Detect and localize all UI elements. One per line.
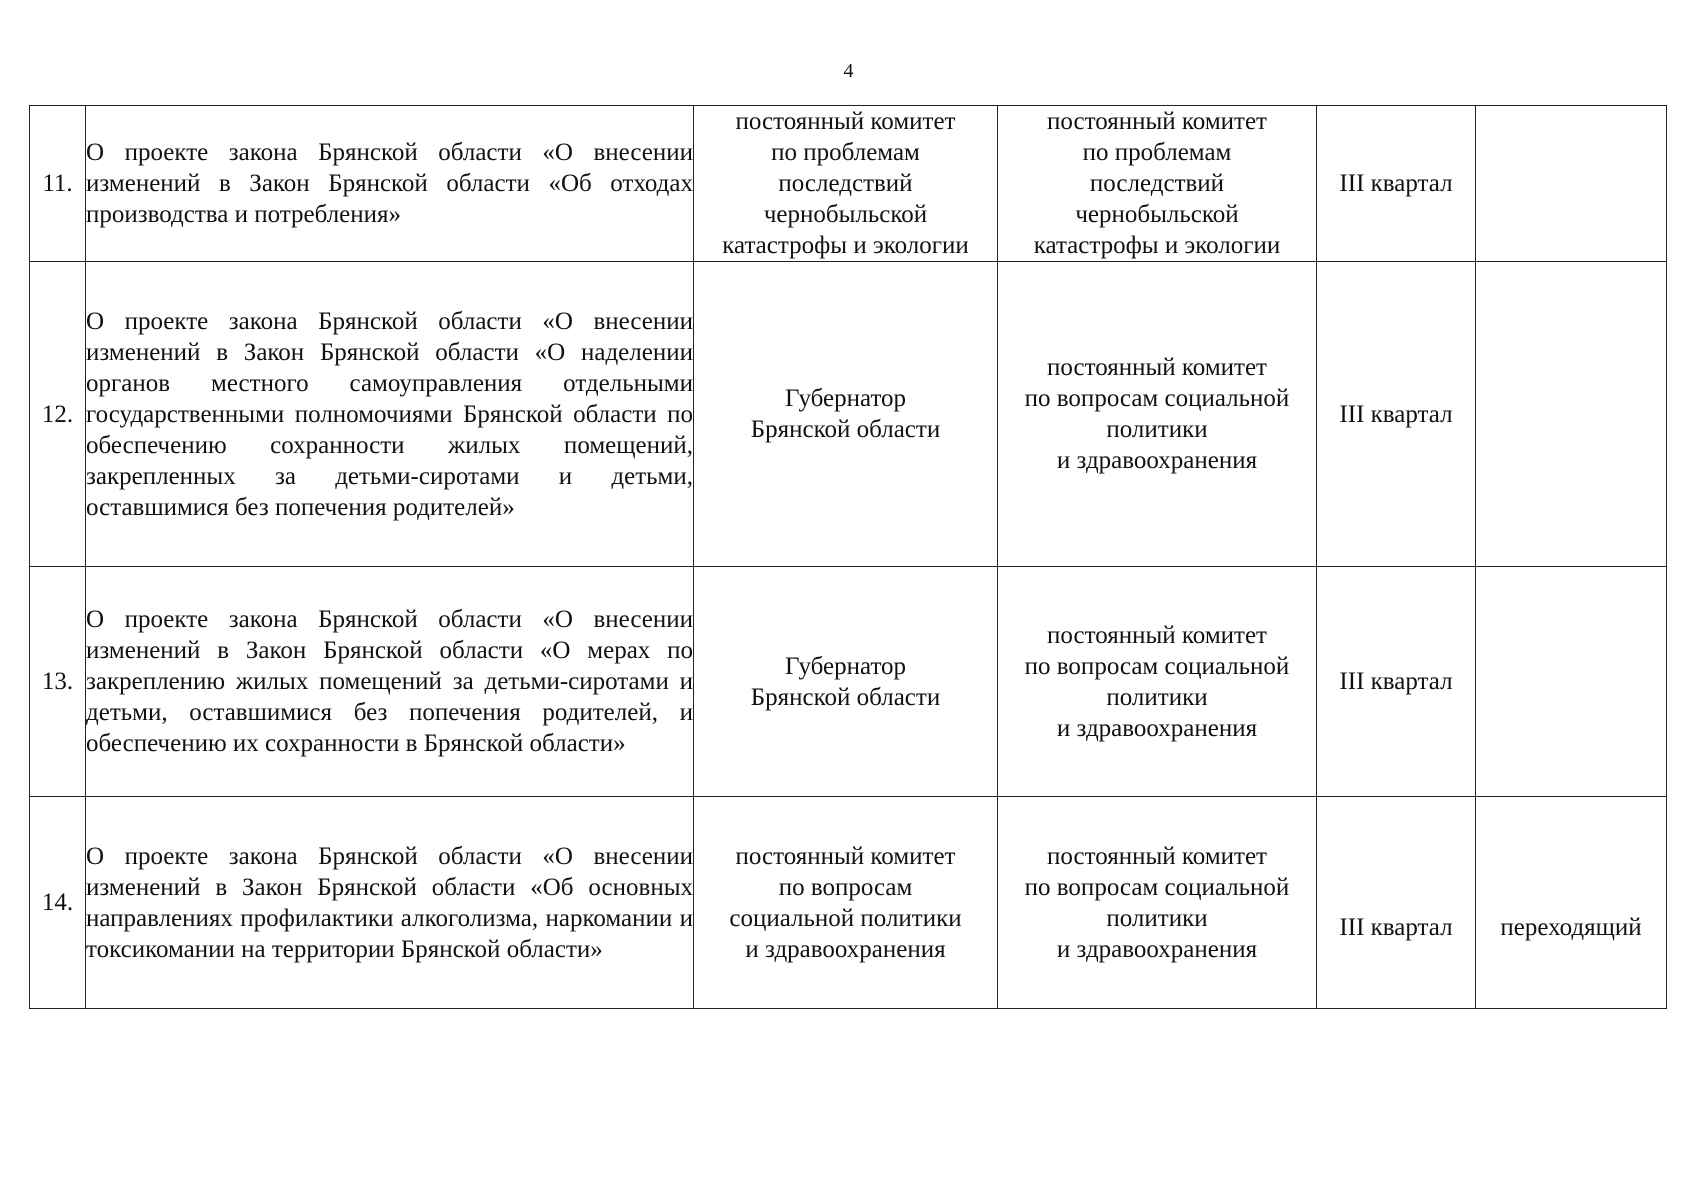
- responsible-line: политики: [1106, 904, 1208, 932]
- responsible-cell: [998, 262, 1317, 567]
- responsible-line: по вопросам социальной: [1024, 385, 1290, 412]
- bill-title: О проекте закона Брянской области «О внесении изменений в Закон Брянской области «Об отходах производства и потребления»: [86, 106, 694, 262]
- responsible-line: политики: [1106, 683, 1208, 711]
- bill-title: О проекте закона Брянской области «О внесении изменений в Закон Брянской области «О наделении органов местного самоуправления отдельными государственными полномочиями Брянской области по обеспечению сохранности жилых помещений, закрепленных за детьми-сиротами и детьми, оставшимися без попечения родителей»: [86, 262, 694, 567]
- initiator-cell: [694, 106, 998, 262]
- initiator-line: Губернатор: [784, 385, 907, 412]
- responsible-line: политики: [1106, 416, 1208, 443]
- row-number: 13.: [30, 567, 86, 797]
- initiator-cell: [694, 262, 998, 567]
- initiator-line: постоянный комитет: [735, 108, 956, 135]
- note-cell: [1476, 262, 1667, 567]
- term-cell: III квартал: [1317, 797, 1476, 1009]
- row-number: 14.: [30, 797, 86, 1009]
- responsible-line: последствий: [1089, 170, 1225, 197]
- responsible-line: катастрофы и экологии: [1033, 232, 1281, 259]
- initiator-line: социальной политики: [729, 904, 962, 932]
- responsible-cell: [998, 106, 1317, 262]
- initiator-line: катастрофы и экологии: [722, 232, 969, 259]
- responsible-line: чернобыльской: [1075, 201, 1239, 228]
- initiator-cell: [694, 567, 998, 797]
- responsible-line: постоянный комитет: [1047, 108, 1267, 135]
- table-row: [30, 567, 1667, 797]
- responsible-line: по вопросам социальной: [1024, 652, 1290, 680]
- responsible-line: и здравоохранения: [1056, 714, 1258, 742]
- term-cell: III квартал: [1317, 262, 1476, 567]
- legislative-plan-table: [29, 105, 1667, 1009]
- term-cell: III квартал: [1317, 106, 1476, 262]
- row-number: 12.: [30, 262, 86, 567]
- page-number: 4: [843, 60, 854, 82]
- table-row: [30, 262, 1667, 567]
- initiator-line: и здравоохранения: [745, 935, 946, 963]
- initiator-line: Губернатор: [784, 652, 907, 680]
- bill-title: О проекте закона Брянской области «О внесении изменений в Закон Брянской области «О мерах по закреплению жилых помещений за детьми-сиротами и детьми, оставшимися без попечения родителей, и обеспечению их сохранности в Брянской области»: [86, 567, 694, 797]
- initiator-line: постоянный комитет: [735, 842, 956, 870]
- responsible-line: постоянный комитет: [1047, 621, 1267, 649]
- row-number: 11.: [30, 106, 86, 262]
- initiator-line: последствий: [778, 170, 913, 197]
- initiator-line: по проблемам: [771, 139, 920, 166]
- note-cell: [1476, 106, 1667, 262]
- responsible-line: по вопросам социальной: [1024, 873, 1290, 901]
- table-row: [30, 106, 1667, 262]
- responsible-cell: [998, 797, 1317, 1009]
- responsible-line: по проблемам: [1082, 139, 1232, 166]
- bill-title: О проекте закона Брянской области «О внесении изменений в Закон Брянской области «Об основных направлениях профилактики алкоголизма, наркомании и токсикомании на территории Брянской области»: [86, 797, 694, 1009]
- responsible-line: постоянный комитет: [1047, 354, 1267, 381]
- initiator-line: Брянской области: [750, 416, 941, 443]
- responsible-line: постоянный комитет: [1047, 842, 1267, 870]
- responsible-cell: [998, 567, 1317, 797]
- note-cell: переходящий: [1476, 797, 1667, 1009]
- responsible-line: и здравоохранения: [1056, 935, 1258, 963]
- term-cell: III квартал: [1317, 567, 1476, 797]
- initiator-line: чернобыльской: [763, 201, 928, 228]
- initiator-line: Брянской области: [750, 683, 941, 711]
- note-cell: [1476, 567, 1667, 797]
- initiator-line: по вопросам: [778, 873, 913, 901]
- responsible-line: и здравоохранения: [1056, 447, 1258, 474]
- initiator-cell: [694, 797, 998, 1009]
- table-row: [30, 797, 1667, 1009]
